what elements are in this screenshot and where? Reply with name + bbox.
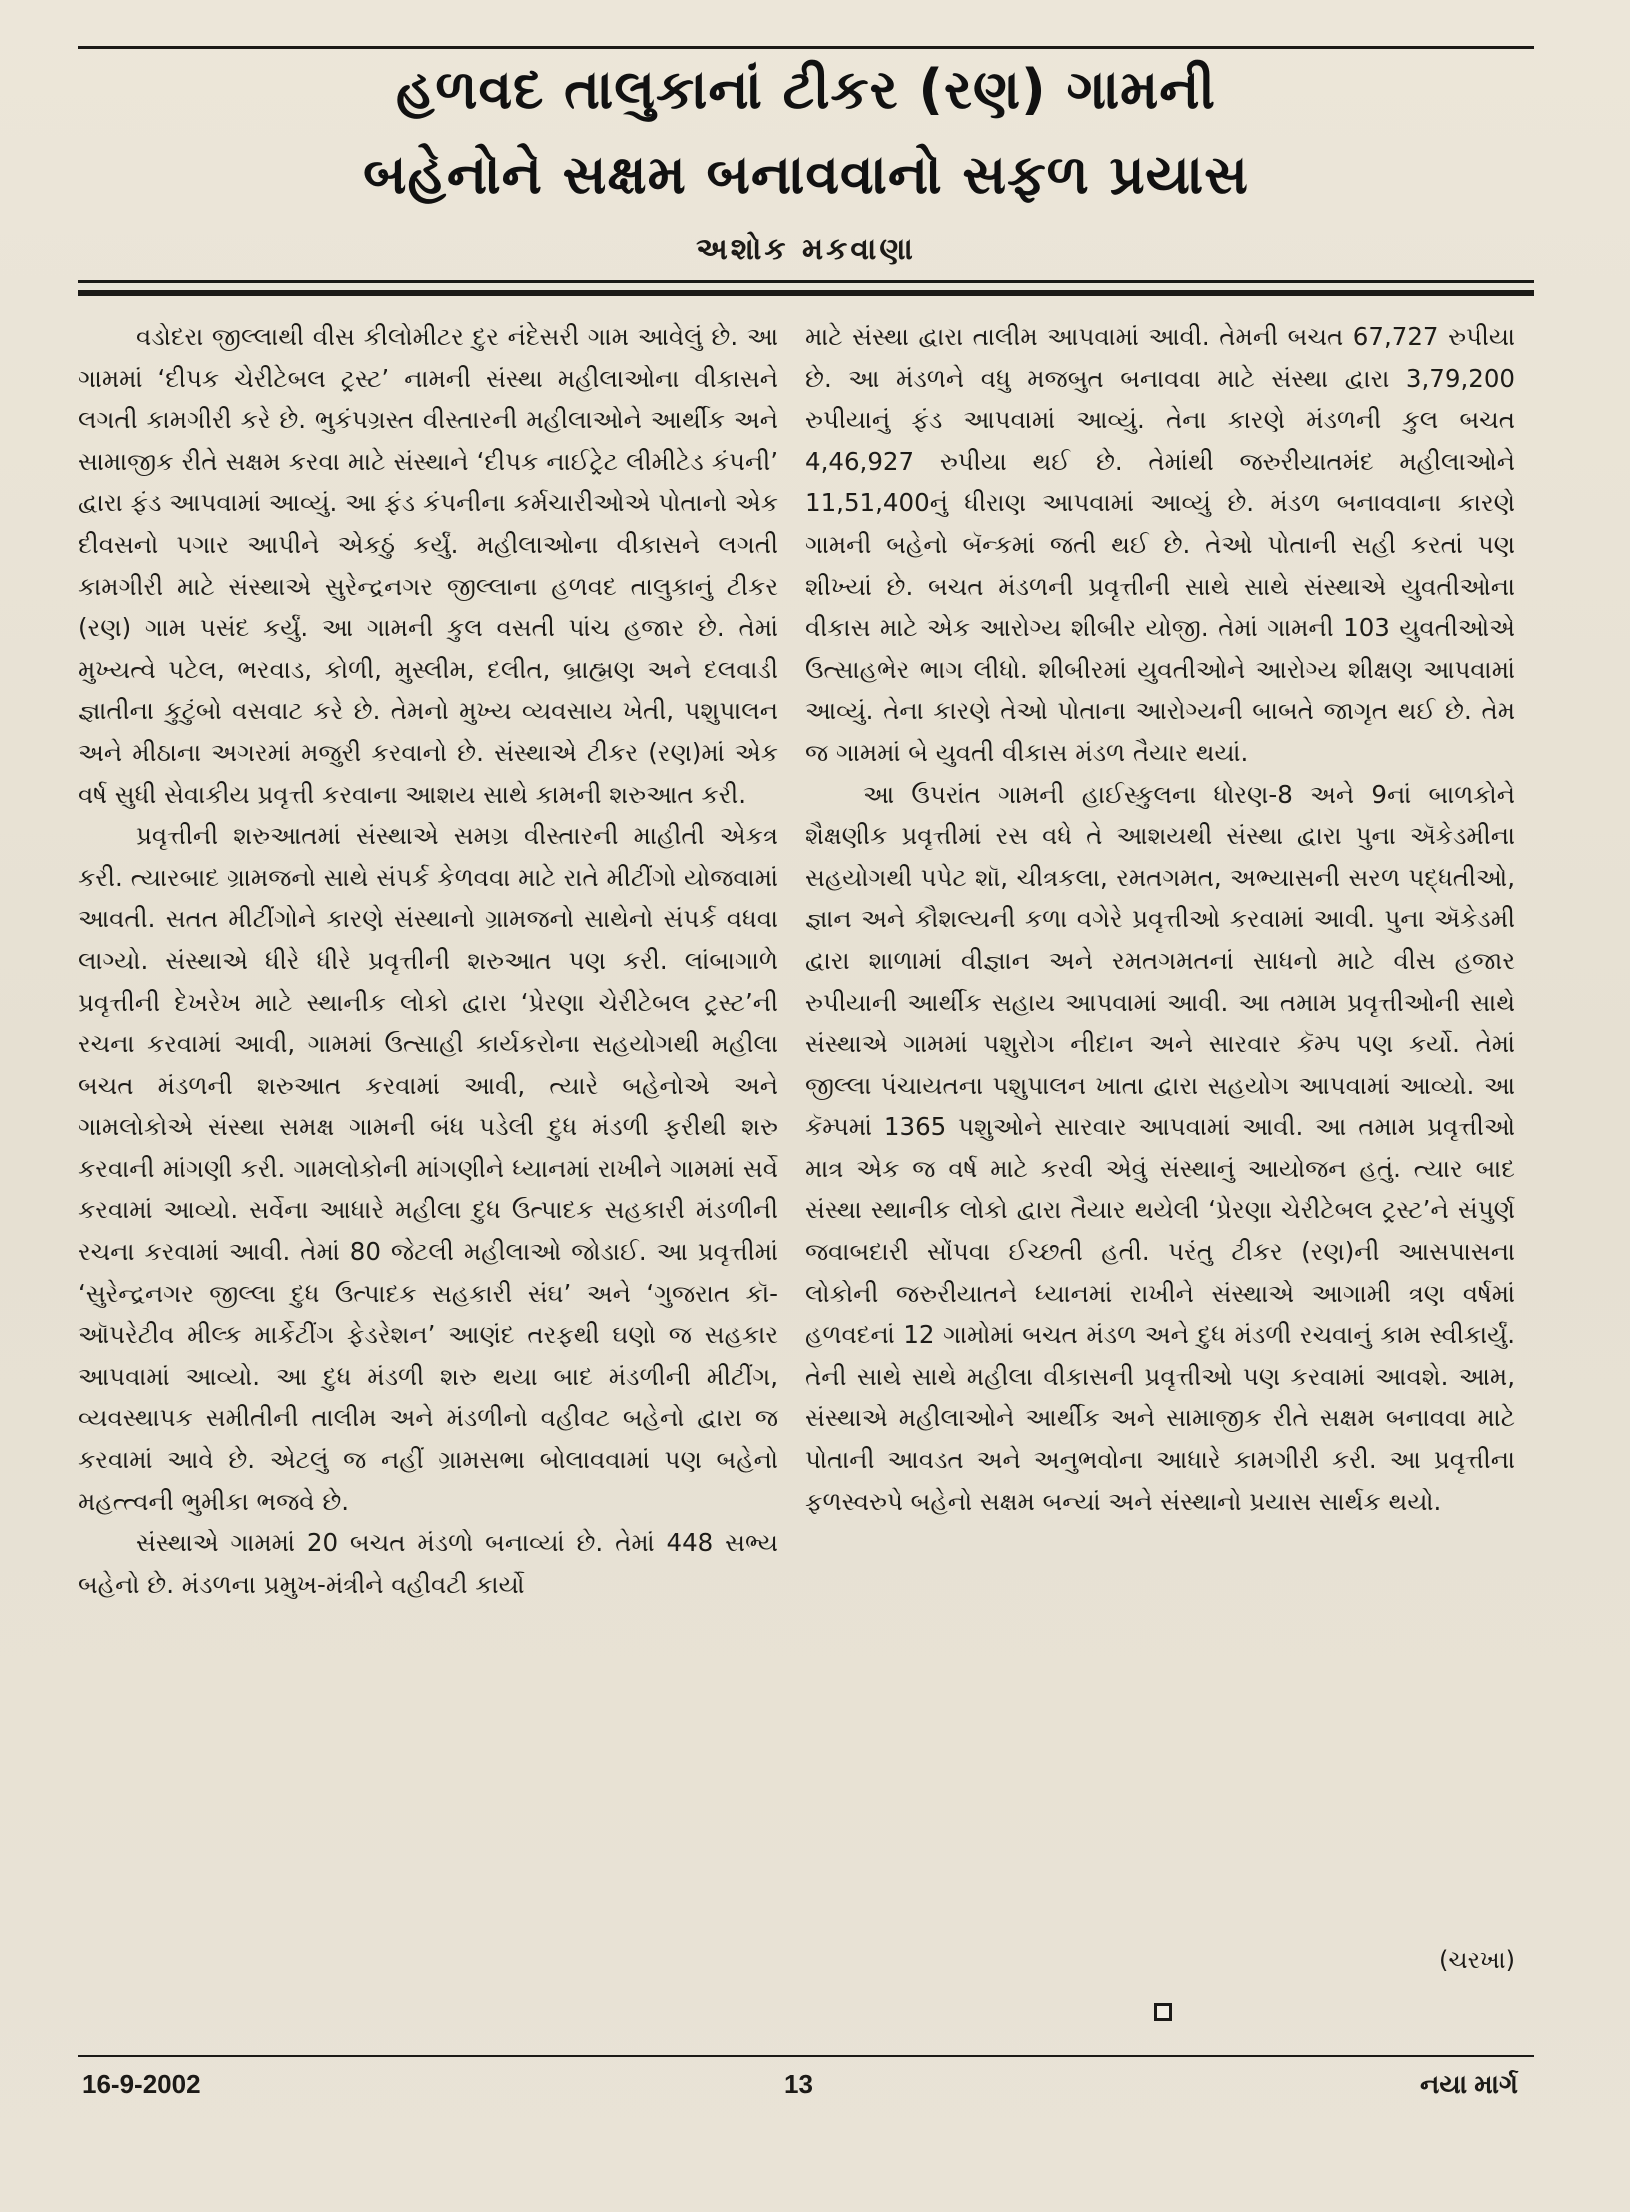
headline-line-2: બહેનોને સક્ષમ બનાવવાનો સફળ પ્રયાસ <box>363 143 1249 206</box>
end-of-article-square-icon <box>1154 2003 1172 2021</box>
source-credit: (ચરખા) <box>1439 1946 1515 1974</box>
paragraph: સંસ્થાએ ગામમાં 20 બચત મંડળો બનાવ્યાં છે. તેમાં 448 સભ્ય બહેનો છે. મંડળના પ્રમુખ-મંત્રીને વહીવટી કાર્યો <box>78 1528 778 1599</box>
paragraph-continued: માટે સંસ્થા દ્વારા તાલીમ આપવામાં આવી. તેમની બચત 67,727 રુપીયા છે. આ મંડળને વધુ મજબુત બનાવવા માટે સંસ્થા દ્વારા 3,79,200 રુપીયાનું ફંડ આપવામાં આવ્યું. તેના કારણે મંડળની કુલ બચત 4,46,927 રુપીયા થઈ છે. તેમાંથી જરુરીયાતમંદ મહીલાઓને 11,51,400નું ધીરાણ આપવામાં આવ્યું છે. મંડળ બનાવવાના કારણે ગામની બહેનો બૅન્કમાં જતી થઈ છે. તેઓ પોતાની સહી કરતાં પણ શીખ્યાં છે. બચત મંડળની પ્રવૃત્તીની સાથે સાથે સંસ્થાએ યુવતીઓના વીકાસ માટે એક આરોગ્ય શીબીર યોજી. તેમાં ગામની 103 યુવતીઓએ ઉત્સાહભેર ભાગ લીધો. શીબીરમાં યુવતીઓને આરોગ્ય શીક્ષણ આપવામાં આવ્યું. તેના કારણે તેઓ પોતાના આરોગ્યની બાબતે જાગૃત થઈ છે. તેમ જ ગામમાં બે યુવતી વીકાસ મંડળ તૈયાર થયાં. <box>805 322 1515 767</box>
top-rule <box>78 46 1534 49</box>
paragraph: આ ઉપરાંત ગામની હાઈસ્કુલના ધોરણ-8 અને 9નાં બાળકોને શૈક્ષણીક પ્રવૃત્તીમાં રસ વધે તે આશયથી સંસ્થા દ્વારા પુના ઍકેડમીના સહયોગથી પપેટ શૉ, ચીત્રકલા, રમતગમત, અભ્યાસની સરળ પદ્ધતીઓ, જ્ઞાન અને કૌશલ્યની કળા વગેરે પ્રવૃત્તીઓ કરવામાં આવી. પુના ઍકેડમી દ્વારા શાળામાં વીજ્ઞાન અને રમતગમતનાં સાધનો માટે વીસ હજાર રુપીયાની આર્થીક સહાય આપવામાં આવી. આ તમામ પ્રવૃત્તીઓની સાથે સંસ્થાએ ગામમાં પશુરોગ નીદાન અને સારવાર કૅમ્પ પણ કર્યો. તેમાં જીલ્લા પંચાયતના પશુપાલન ખાતા દ્વારા સહયોગ આપવામાં આવ્યો. આ કૅમ્પમાં 1365 પશુઓને સારવાર આપવામાં આવી. આ તમામ પ્રવૃત્તીઓ માત્ર એક જ વર્ષ માટે કરવી એવું સંસ્થાનું આયોજન હતું. ત્યાર બાદ સંસ્થા સ્થાનીક લોકો દ્વારા તૈયાર થયેલી ‘પ્રેરણા ચેરીટેબલ ટ્રસ્ટ’ને સંપુર્ણ જવાબદારી સોંપવા ઈચ્છતી હતી. પરંતુ ટીકર (રણ)ની આસપાસના લોકોની જરુરીયાતને ધ્યાનમાં રાખીને સંસ્થાએ આગામી ત્રણ વર્ષમાં હળવદનાં 12 ગામોમાં બચત મંડળ અને દુધ મંડળી રચવાનું કામ સ્વીકાર્યું. તેની સાથે સાથે મહીલા વીકાસની પ્રવૃત્તીઓ પણ કરવામાં આવશે. આમ, સંસ્થાએ મહીલાઓને આર્થીક અને સામાજીક રીતે સક્ષમ બનાવવા માટે પોતાની આવડત અને અનુભવોના આધારે કામગીરી કરી. આ પ્રવૃત્તીના ફળસ્વરુપે બહેનો સક્ષમ બન્યાં અને સંસ્થાનો પ્રયાસ સાર્થક થયો. <box>805 779 1515 1516</box>
paragraph: પ્રવૃત્તીની શરુઆતમાં સંસ્થાએ સમગ્ર વીસ્તારની માહીતી એકત્ર કરી. ત્યારબાદ ગ્રામજનો સાથે સંપર્ક કેળવવા માટે રાતે મીટીંગો યોજવામાં આવતી. સતત મીટીંગોને કારણે સંસ્થાનો ગ્રામજનો સાથેનો સંપર્ક વધવા લાગ્યો. સંસ્થાએ ધીરે ધીરે પ્રવૃત્તીની શરુઆત પણ કરી. લાંબાગાળે પ્રવૃત્તીની દેખરેખ માટે સ્થાનીક લોકો દ્વારા ‘પ્રેરણા ચેરીટેબલ ટ્રસ્ટ’ની રચના કરવામાં આવી, ગામમાં ઉત્સાહી કાર્યકરોના સહયોગથી મહીલા બચત મંડળની શરુઆત કરવામાં આવી, ત્યારે બહેનોએ અને ગામલોકોએ સંસ્થા સમક્ષ ગામની બંધ પડેલી દુધ મંડળી ફરીથી શરુ કરવાની માંગણી કરી. ગામલોકોની માંગણીને ધ્યાનમાં રાખીને ગામમાં સર્વે કરવામાં આવ્યો. સર્વેના આધારે મહીલા દુધ ઉત્પાદક સહકારી મંડળીની રચના કરવામાં આવી. તેમાં 80 જેટલી મહીલાઓ જોડાઈ. આ પ્રવૃત્તીમાં ‘સુરેન્દ્રનગર જીલ્લા દુધ ઉત્પાદક સહકારી સંઘ’ અને ‘ગુજરાત કૉ-ઑપરેટીવ મીલ્ક માર્કેટીંગ ફેડરેશન’ આણંદ તરફથી ઘણો જ સહકાર આપવામાં આવ્યો. આ દુધ મંડળી શરુ થયા બાદ મંડળીની મીટીંગ, વ્યવસ્થાપક સમીતીની તાલીમ અને મંડળીનો વહીવટ બહેનો દ્વારા જ કરવામાં આવે છે. એટલું જ નહીં ગ્રામસભા બોલાવવામાં પણ બહેનો મહત્ત્વની ભુમીકા ભજવે છે. <box>78 821 778 1516</box>
paragraph: વડોદરા જીલ્લાથી વીસ કીલોમીટર દુર નંદેસરી ગામ આવેલું છે. આ ગામમાં ‘દીપક ચેરીટેબલ ટ્રસ્ટ’ નામની સંસ્થા મહીલાઓના વીકાસને લગતી કામગીરી કરે છે. ભુકંપગ્રસ્ત વીસ્તારની મહીલાઓને આર્થીક અને સામાજીક રીતે સક્ષમ કરવા માટે સંસ્થાને ‘દીપક નાઈટ્રેટ લીમીટેડ કંપની’ દ્વારા ફંડ આપવામાં આવ્યું. આ ફંડ કંપનીના કર્મચારીઓએ પોતાનો એક દીવસનો પગાર આપીને એકઠું કર્યું. મહીલાઓના વીકાસને લગતી કામગીરી માટે સંસ્થાએ સુરેન્દ્રનગર જીલ્લાના હળવદ તાલુકાનું ટીકર (રણ) ગામ પસંદ કર્યું. આ ગામની કુલ વસતી પાંચ હજાર છે. તેમાં મુખ્યત્વે પટેલ, ભરવાડ, કોળી, મુસ્લીમ, દલીત, બ્રાહ્મણ અને દલવાડી જ્ઞાતીના કુટુંબો વસવાટ કરે છે. તેમનો મુખ્ય વ્યવસાય ખેતી, પશુપાલન અને મીઠાના અગરમાં મજુરી કરવાનો છે. સંસ્થાએ ટીકર (રણ)માં એક વર્ષ સુધી સેવાકીય પ્રવૃત્તી કરવાના આશય સાથે કામની શરુઆત કરી. <box>78 322 778 809</box>
page-number: 13 <box>784 2069 813 2099</box>
right-column <box>805 316 1515 1522</box>
footer-date: 16-9-2002 <box>82 2069 201 2099</box>
publication-name: નયા માર્ગ <box>1420 2069 1518 2099</box>
author-byline: અશોક મકવાણા <box>696 232 916 267</box>
left-column <box>78 316 778 1605</box>
header-rule-thick <box>78 290 1534 296</box>
headline-line-1: હળવદ તાલુકાનાં ટીકર (રણ) ગામની <box>396 58 1216 121</box>
footer-rule <box>78 2055 1534 2057</box>
header-rule-thin <box>78 280 1534 283</box>
